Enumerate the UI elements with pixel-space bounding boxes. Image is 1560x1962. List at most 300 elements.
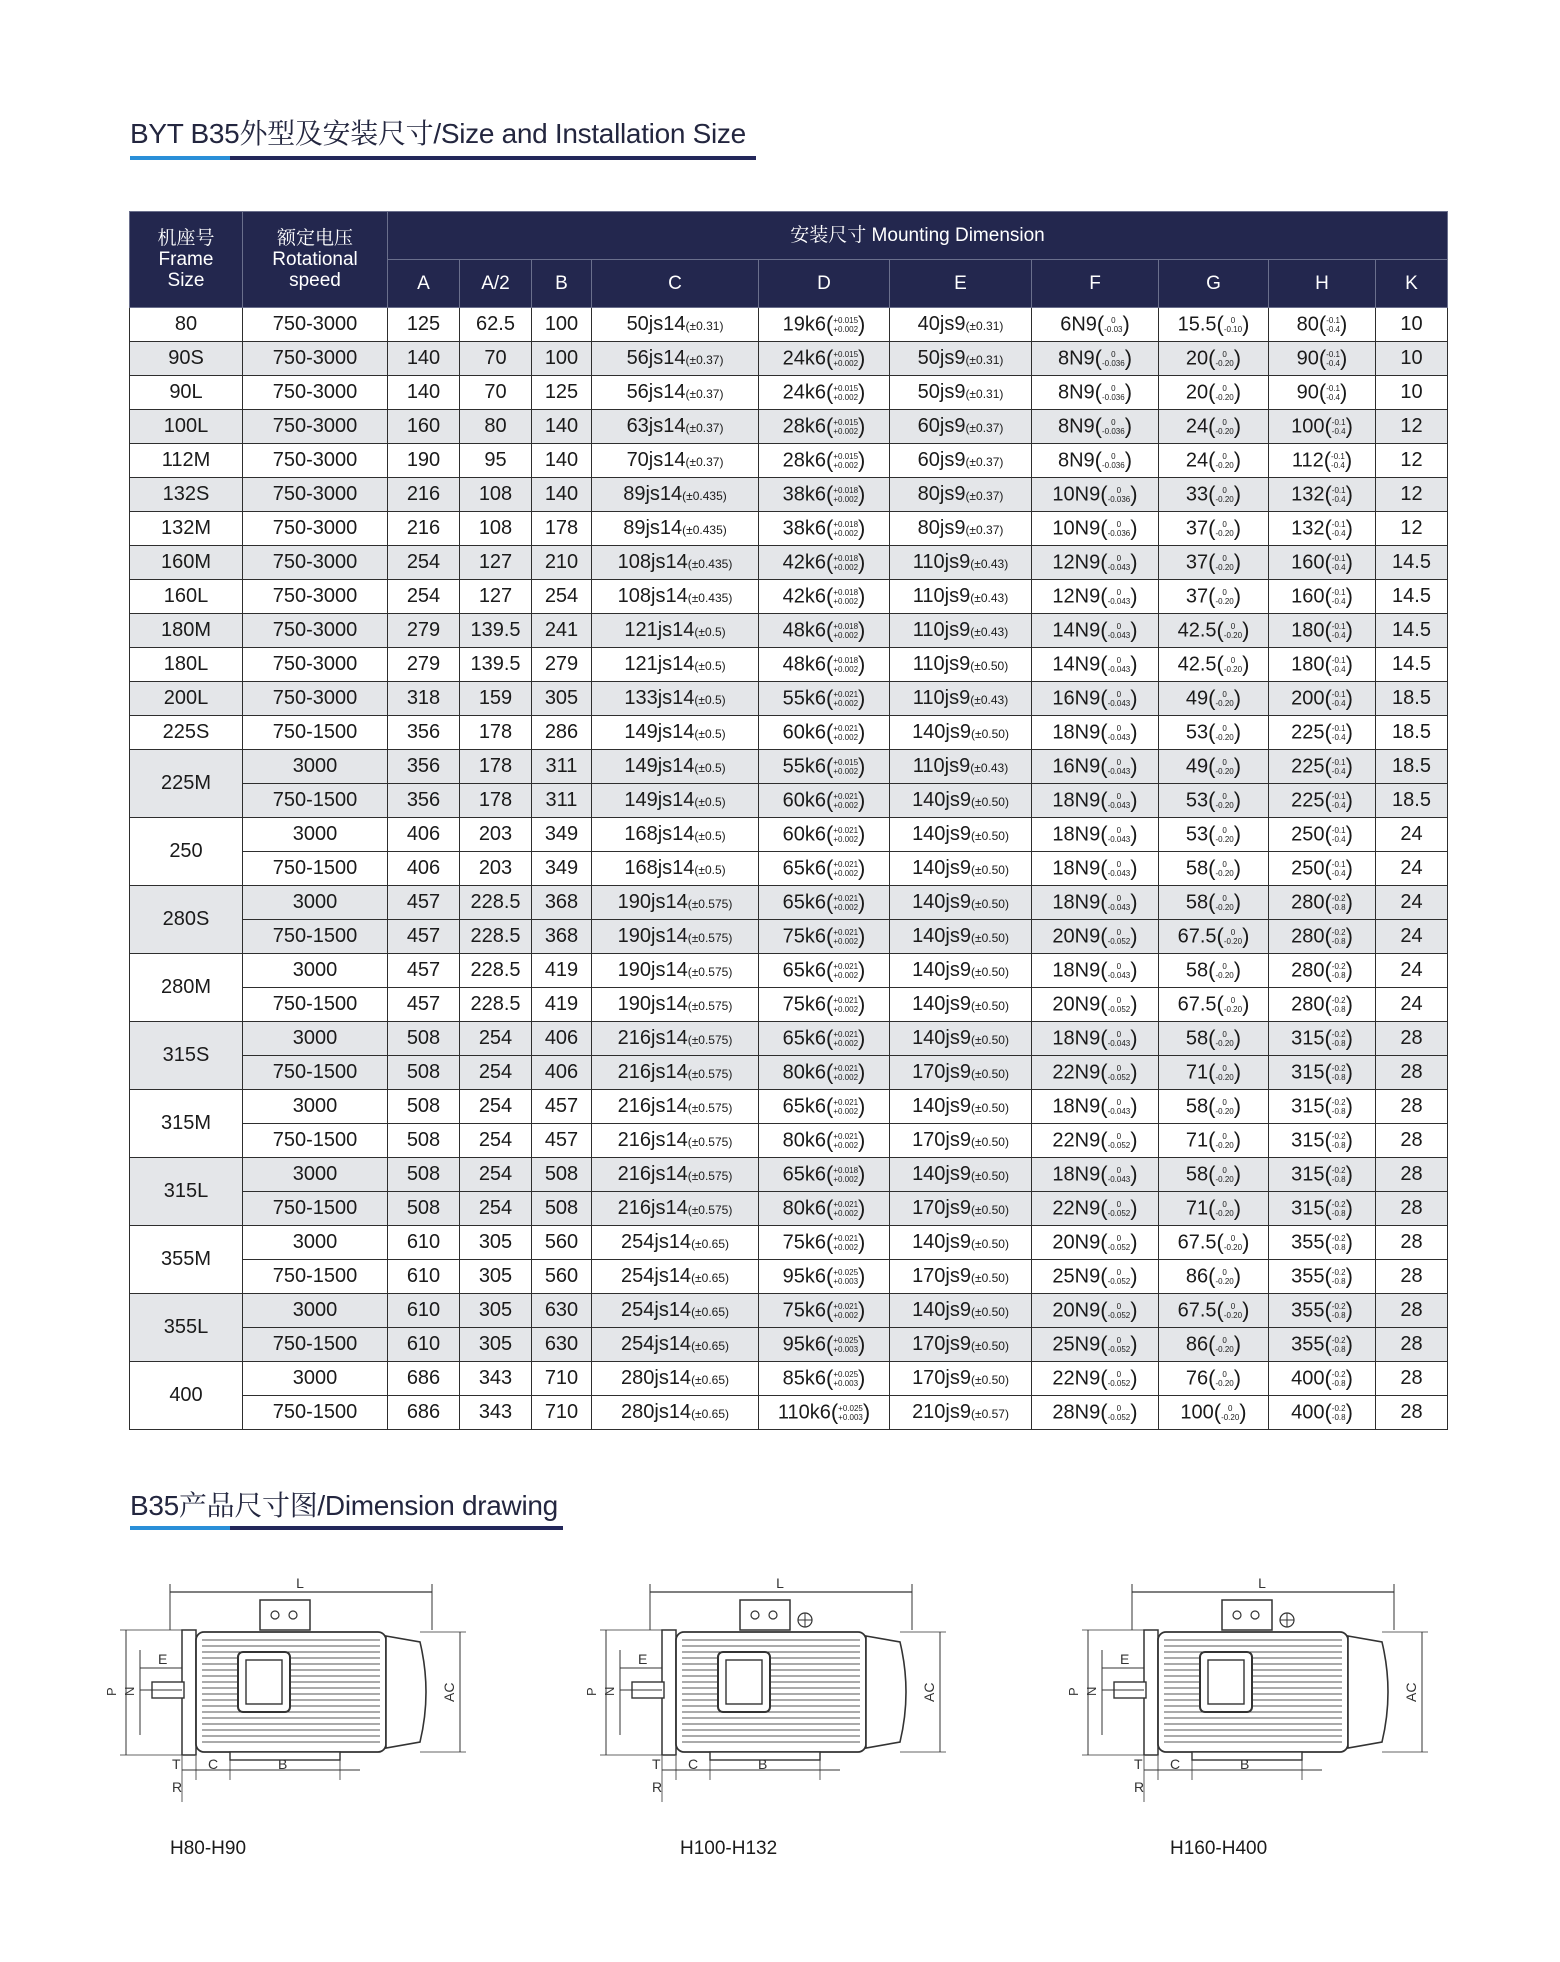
tolerance-fraction: [1216, 486, 1234, 504]
cell-F-value: 6N9: [1060, 312, 1097, 335]
cell-E-tolerance: (±0.50): [971, 1203, 1009, 1217]
tolerance-open-paren: (: [1100, 1195, 1108, 1221]
tolerance-upper: 0: [1230, 315, 1236, 325]
cell-A: 610: [388, 1260, 460, 1294]
tolerance-open-paren: (: [1208, 1331, 1216, 1357]
cell-E-value: 170js9: [912, 1367, 971, 1389]
tolerance-fraction: [1216, 1336, 1234, 1354]
cell-C: [592, 1226, 759, 1260]
cell-G: [1159, 1396, 1269, 1430]
tolerance-lower: -0.20: [1223, 630, 1243, 640]
table-row: [130, 444, 1448, 478]
cell-K: 28: [1376, 1226, 1448, 1260]
header-frame-size: 机座号 Frame Size: [130, 212, 243, 308]
cell-H: [1269, 1056, 1376, 1090]
tolerance-close-paren: ): [858, 311, 866, 337]
tolerance-close-paren: ): [1233, 1331, 1242, 1357]
cell-E-tolerance: (±0.50): [971, 965, 1009, 979]
tolerance-lower: -0.8: [1331, 1140, 1346, 1150]
cell-frame: 100L: [130, 410, 243, 444]
cell-F: [1032, 1192, 1159, 1226]
tolerance-upper: 0: [1116, 995, 1122, 1005]
tolerance-lower: -0.052: [1107, 1344, 1131, 1354]
tolerance-fraction: [1108, 1336, 1131, 1354]
tolerance-close-paren: ): [1242, 1297, 1250, 1323]
tolerance-open-paren: (: [1216, 311, 1224, 337]
cell-A: 318: [388, 682, 460, 716]
cell-C-tolerance: (±0.65): [691, 1407, 729, 1421]
tolerance-lower: +0.002: [833, 936, 859, 946]
tolerance-lower: -0.4: [1331, 562, 1346, 572]
tolerance-upper: 0: [1222, 757, 1227, 767]
tolerance-upper: +0.021: [833, 1301, 859, 1311]
tolerance-fraction: [833, 1336, 858, 1354]
tolerance-upper: 0: [1116, 1131, 1122, 1141]
cell-F: [1032, 546, 1159, 580]
cell-E: [890, 1328, 1032, 1362]
cell-H-value: 112: [1291, 448, 1324, 471]
cell-speed: 750-1500: [243, 1056, 388, 1090]
cell-H: [1269, 818, 1376, 852]
tolerance-lower: -0.4: [1326, 358, 1341, 368]
cell-speed: 3000: [243, 1090, 388, 1124]
tolerance-fraction: [1332, 1098, 1346, 1116]
tolerance-lower: -0.043: [1107, 1174, 1131, 1184]
tolerance-close-paren: ): [1130, 753, 1138, 779]
cell-E-value: 140js9: [912, 925, 971, 947]
cell-B: 419: [532, 954, 592, 988]
cell-C-tolerance: (±0.575): [687, 1067, 733, 1081]
tolerance-open-paren: (: [1100, 753, 1108, 779]
cell-G-value: 49: [1185, 754, 1209, 777]
cell-H-value: 250: [1291, 856, 1325, 879]
tolerance-fraction: [1332, 1166, 1346, 1184]
tolerance-open-paren: (: [1208, 1161, 1216, 1187]
tolerance-upper: 0: [1116, 621, 1122, 631]
tolerance-fraction: [833, 350, 858, 368]
tolerance-upper: -0.2: [1331, 1063, 1346, 1073]
cell-F-value: 16N9: [1052, 754, 1101, 777]
tolerance-lower: +0.003: [838, 1412, 863, 1422]
table-row: [130, 1362, 1448, 1396]
tolerance-open-paren: (: [1318, 345, 1327, 371]
cell-F: [1032, 444, 1159, 478]
tolerance-open-paren: (: [1208, 345, 1216, 371]
tolerance-fraction: [1216, 1030, 1234, 1048]
tolerance-lower: -0.4: [1331, 664, 1346, 674]
tolerance-open-paren: (: [1100, 651, 1108, 677]
cell-F-value: 12N9: [1052, 584, 1101, 607]
tolerance-upper: 0: [1116, 1403, 1122, 1413]
cell-G: [1159, 342, 1269, 376]
cell-C: [592, 954, 759, 988]
cell-G-value: 37: [1185, 584, 1209, 607]
cell-G: [1159, 1022, 1269, 1056]
cell-D-value: 60k6: [782, 822, 826, 845]
cell-G-value: 53: [1185, 720, 1209, 743]
tolerance-close-paren: ): [1340, 311, 1348, 337]
cell-H-value: 225: [1291, 720, 1325, 743]
tolerance-open-paren: (: [1208, 1127, 1216, 1153]
tolerance-lower: -0.4: [1326, 392, 1341, 402]
tolerance-upper: +0.018: [833, 655, 859, 665]
tolerance-lower: -0.043: [1107, 630, 1131, 640]
cell-H-value: 280: [1291, 958, 1325, 981]
tolerance-open-paren: (: [826, 719, 834, 745]
tolerance-close-paren: ): [1130, 923, 1138, 949]
header-col-b: B: [532, 260, 592, 308]
tolerance-upper: 0: [1230, 1301, 1236, 1311]
cell-H-value: 80: [1296, 312, 1319, 335]
cell-A2: 203: [460, 818, 532, 852]
cell-H-value: 280: [1291, 890, 1325, 913]
terminal-box: [1222, 1600, 1272, 1630]
tolerance-fraction: [1332, 962, 1346, 980]
tolerance-open-paren: (: [1100, 549, 1108, 575]
tolerance-lower: -0.4: [1331, 766, 1346, 776]
cell-C: [592, 648, 759, 682]
cell-A2: 80: [460, 410, 532, 444]
tolerance-close-paren: ): [1130, 1093, 1138, 1119]
tolerance-fraction: [1332, 656, 1346, 674]
tolerance-lower: -0.20: [1223, 1004, 1243, 1014]
cell-H-value: 180: [1291, 652, 1325, 675]
tolerance-close-paren: ): [1233, 345, 1242, 371]
cell-F: [1032, 1056, 1159, 1090]
table-row: [130, 852, 1448, 886]
tolerance-lower: -0.036: [1107, 528, 1131, 538]
cell-frame: 160L: [130, 580, 243, 614]
cell-F: [1032, 716, 1159, 750]
cell-D-value: 28k6: [782, 414, 826, 437]
cell-G: [1159, 852, 1269, 886]
cell-E-tolerance: (±0.50): [971, 727, 1009, 741]
cell-K: 28: [1376, 1362, 1448, 1396]
cell-F: [1032, 886, 1159, 920]
cell-C-tolerance: (±0.37): [685, 387, 724, 401]
cell-A: 457: [388, 920, 460, 954]
tolerance-fraction: [1332, 1132, 1346, 1150]
cell-frame: 225M: [130, 750, 243, 818]
cell-B: 125: [532, 376, 592, 410]
header-col-k: K: [1376, 260, 1448, 308]
cell-B: 406: [532, 1056, 592, 1090]
cell-K: 28: [1376, 1396, 1448, 1430]
cell-G: [1159, 478, 1269, 512]
tolerance-fraction: [833, 690, 858, 708]
cell-E-value: 50js9: [917, 381, 966, 403]
tolerance-close-paren: ): [1130, 889, 1138, 915]
tolerance-close-paren: ): [1233, 447, 1242, 473]
tolerance-fraction: [1332, 690, 1346, 708]
cell-E-tolerance: (±0.37): [965, 489, 1004, 503]
cell-F-value: 16N9: [1052, 686, 1101, 709]
tolerance-lower: -0.4: [1331, 834, 1346, 844]
tolerance-upper: -0.2: [1331, 1403, 1346, 1413]
tolerance-fraction: [1224, 316, 1242, 334]
cell-A2: 254: [460, 1056, 532, 1090]
cell-F-value: 18N9: [1052, 720, 1101, 743]
table-row: [130, 1090, 1448, 1124]
tolerance-close-paren: ): [1233, 1263, 1242, 1289]
tolerance-fraction: [1332, 860, 1346, 878]
label-R: R: [1134, 1779, 1145, 1795]
tolerance-upper: 0: [1230, 655, 1236, 665]
tolerance-close-paren: ): [858, 1297, 866, 1323]
tolerance-lower: -0.20: [1215, 460, 1234, 470]
tolerance-close-paren: ): [1130, 991, 1138, 1017]
cell-F: [1032, 920, 1159, 954]
tolerance-fraction: [1108, 758, 1131, 776]
tolerance-close-paren: ): [1345, 617, 1353, 643]
tolerance-lower: +0.002: [833, 698, 859, 708]
cell-A2: 108: [460, 512, 532, 546]
tolerance-fraction: [1332, 1200, 1346, 1218]
cell-G: [1159, 308, 1269, 342]
tolerance-fraction: [1332, 1030, 1346, 1048]
cell-C-value: 254js14: [621, 1299, 692, 1321]
cell-A2: 70: [460, 376, 532, 410]
cell-speed: 3000: [243, 1362, 388, 1396]
cell-G: [1159, 1260, 1269, 1294]
tolerance-close-paren: ): [1345, 855, 1353, 881]
tolerance-lower: -0.052: [1107, 1208, 1131, 1218]
cell-speed: 750-3000: [243, 410, 388, 444]
tolerance-lower: -0.043: [1107, 970, 1131, 980]
tolerance-open-paren: (: [1324, 1229, 1332, 1255]
cell-B: 368: [532, 886, 592, 920]
tolerance-open-paren: (: [1100, 685, 1108, 711]
label-R: R: [172, 1779, 183, 1795]
tolerance-open-paren: (: [1324, 753, 1332, 779]
cell-D: [759, 716, 890, 750]
tolerance-lower: -0.052: [1107, 1378, 1131, 1388]
label-L: L: [296, 1575, 304, 1591]
cell-A2: 305: [460, 1328, 532, 1362]
tolerance-upper: 0: [1116, 553, 1122, 563]
cell-A: 406: [388, 852, 460, 886]
cell-E-tolerance: (±0.50): [971, 863, 1009, 877]
tolerance-close-paren: ): [1340, 345, 1348, 371]
cell-E: [890, 1022, 1032, 1056]
cell-H: [1269, 1192, 1376, 1226]
cell-H: [1269, 1328, 1376, 1362]
cell-A2: 139.5: [460, 648, 532, 682]
cell-D-value: 24k6: [782, 346, 826, 369]
tolerance-upper: +0.025: [833, 1267, 859, 1277]
tolerance-close-paren: ): [1344, 447, 1353, 473]
tolerance-close-paren: ): [1345, 1297, 1353, 1323]
cell-G-value: 58: [1185, 1026, 1209, 1049]
tolerance-upper: 0: [1222, 1199, 1227, 1209]
tolerance-close-paren: ): [858, 1059, 866, 1085]
tolerance-upper: 0: [1222, 825, 1227, 835]
tolerance-upper: +0.021: [833, 1199, 859, 1209]
cell-E-tolerance: (±0.50): [971, 1135, 1009, 1149]
cell-D-value: 75k6: [782, 1230, 826, 1253]
cell-K: 24: [1376, 954, 1448, 988]
tolerance-fraction: [1331, 452, 1345, 470]
tolerance-close-paren: ): [1130, 1297, 1138, 1323]
tolerance-upper: +0.015: [833, 757, 859, 767]
tolerance-upper: +0.015: [833, 315, 859, 325]
tolerance-fraction: [1326, 316, 1340, 334]
cell-A2: 228.5: [460, 920, 532, 954]
cell-H: [1269, 750, 1376, 784]
cell-H-value: 315: [1291, 1060, 1325, 1083]
cell-D-value: 65k6: [782, 890, 826, 913]
cell-F: [1032, 1260, 1159, 1294]
cell-E: [890, 580, 1032, 614]
tolerance-upper: 0: [1116, 485, 1122, 495]
cell-C: [592, 1090, 759, 1124]
tolerance-lower: -0.8: [1331, 1378, 1346, 1388]
tolerance-lower: -0.20: [1215, 596, 1234, 606]
cell-C-tolerance: (±0.575): [687, 965, 733, 979]
cell-H-value: 90: [1296, 380, 1319, 403]
cell-E: [890, 1226, 1032, 1260]
cell-G: [1159, 512, 1269, 546]
tolerance-upper: 0: [1222, 723, 1227, 733]
tolerance-upper: 0: [1227, 1403, 1233, 1413]
tolerance-close-paren: ): [1130, 1331, 1138, 1357]
tolerance-upper: -0.1: [1331, 519, 1346, 529]
cell-frame: 315L: [130, 1158, 243, 1226]
tolerance-fraction: [1332, 996, 1346, 1014]
cell-D-value: 48k6: [782, 652, 826, 675]
cell-A: 610: [388, 1328, 460, 1362]
tolerance-upper: +0.025: [838, 1403, 863, 1413]
cell-A: 610: [388, 1294, 460, 1328]
tolerance-upper: 0: [1222, 553, 1227, 563]
tolerance-open-paren: (: [826, 957, 834, 983]
cell-G-value: 42.5: [1177, 652, 1217, 675]
tolerance-fraction: [1216, 690, 1234, 708]
cell-B: 630: [532, 1328, 592, 1362]
tolerance-fraction: [1108, 1132, 1131, 1150]
tolerance-fraction: [833, 1098, 858, 1116]
cell-E: [890, 444, 1032, 478]
cell-C: [592, 1294, 759, 1328]
cell-E-tolerance: (±0.31): [965, 387, 1004, 401]
cell-C: [592, 1056, 759, 1090]
table-row: [130, 750, 1448, 784]
tolerance-lower: -0.20: [1215, 426, 1234, 436]
cell-E-tolerance: (±0.50): [971, 1373, 1009, 1387]
cell-F: [1032, 410, 1159, 444]
tolerance-fraction: [1332, 622, 1346, 640]
tolerance-fraction: [1216, 826, 1234, 844]
tolerance-upper: +0.025: [833, 1335, 859, 1345]
tolerance-upper: +0.025: [833, 1369, 859, 1379]
tolerance-upper: +0.018: [833, 587, 859, 597]
tolerance-open-paren: (: [1208, 1263, 1216, 1289]
tolerance-open-paren: (: [1208, 685, 1216, 711]
tolerance-lower: -0.20: [1215, 494, 1234, 504]
tolerance-close-paren: ): [858, 1093, 866, 1119]
cell-E-tolerance: (±0.50): [971, 829, 1009, 843]
cell-E-tolerance: (±0.50): [971, 1339, 1009, 1353]
cell-A: 279: [388, 648, 460, 682]
cell-C: [592, 852, 759, 886]
cell-B: 140: [532, 478, 592, 512]
tolerance-upper: 0: [1116, 655, 1122, 665]
cell-E-value: 140js9: [912, 1095, 971, 1117]
tolerance-upper: 0: [1111, 417, 1116, 427]
cell-B: 349: [532, 818, 592, 852]
cell-G-value: 71: [1185, 1196, 1209, 1219]
tolerance-open-paren: (: [1100, 855, 1108, 881]
tolerance-close-paren: ): [1345, 821, 1353, 847]
cell-A: 356: [388, 784, 460, 818]
tolerance-lower: -0.20: [1215, 732, 1234, 742]
tolerance-open-paren: (: [1100, 821, 1108, 847]
tolerance-fraction: [1332, 724, 1346, 742]
drawing-caption: H100-H132: [680, 1838, 778, 1859]
cell-A2: 127: [460, 546, 532, 580]
tolerance-close-paren: ): [1345, 991, 1353, 1017]
cell-C-tolerance: (±0.575): [687, 1033, 733, 1047]
tolerance-close-paren: ): [1130, 1229, 1138, 1255]
tolerance-upper: -0.1: [1331, 553, 1346, 563]
table-row: [130, 1396, 1448, 1430]
tolerance-fraction: [1108, 520, 1131, 538]
cell-speed: 3000: [243, 886, 388, 920]
label-R: R: [652, 1779, 663, 1795]
tolerance-fraction: [1332, 758, 1346, 776]
cell-D: [759, 886, 890, 920]
tolerance-lower: +0.002: [833, 970, 859, 980]
cell-D-value: 24k6: [782, 380, 826, 403]
cell-C-tolerance: (±0.575): [687, 999, 733, 1013]
cell-C-value: 108js14: [617, 551, 688, 573]
header-col-d: D: [759, 260, 890, 308]
tolerance-fraction: [1216, 384, 1234, 402]
cell-C-value: 121js14: [624, 653, 695, 675]
tolerance-upper: -0.1: [1331, 587, 1346, 597]
tolerance-lower: -0.036: [1102, 392, 1125, 402]
tolerance-lower: -0.20: [1215, 1344, 1234, 1354]
cell-E-tolerance: (±0.43): [970, 625, 1009, 639]
tolerance-close-paren: ): [858, 889, 866, 915]
tolerance-open-paren: (: [1318, 379, 1327, 405]
tolerance-fraction: [1108, 554, 1131, 572]
tolerance-upper: -0.2: [1331, 1301, 1346, 1311]
tolerance-upper: 0: [1116, 1335, 1122, 1345]
cell-D: [759, 580, 890, 614]
cell-D-value: 95k6: [782, 1264, 826, 1287]
cell-G-value: 53: [1185, 788, 1209, 811]
cell-frame: 112M: [130, 444, 243, 478]
cell-K: 28: [1376, 1090, 1448, 1124]
tolerance-close-paren: ): [1233, 1161, 1242, 1187]
cell-B: 508: [532, 1192, 592, 1226]
tolerance-close-paren: ): [1345, 1127, 1353, 1153]
tolerance-upper: 0: [1116, 859, 1122, 869]
tolerance-open-paren: (: [826, 821, 834, 847]
cell-A2: 305: [460, 1226, 532, 1260]
table-row: [130, 410, 1448, 444]
cell-C: [592, 1124, 759, 1158]
tolerance-close-paren: ): [1233, 957, 1242, 983]
cell-E-value: 170js9: [912, 1129, 971, 1151]
tolerance-upper: 0: [1116, 1165, 1122, 1175]
cell-C-value: 254js14: [621, 1231, 692, 1253]
tolerance-lower: -0.20: [1215, 766, 1234, 776]
tolerance-lower: +0.002: [833, 630, 859, 640]
cell-B: 710: [532, 1362, 592, 1396]
tolerance-upper: 0: [1222, 519, 1227, 529]
